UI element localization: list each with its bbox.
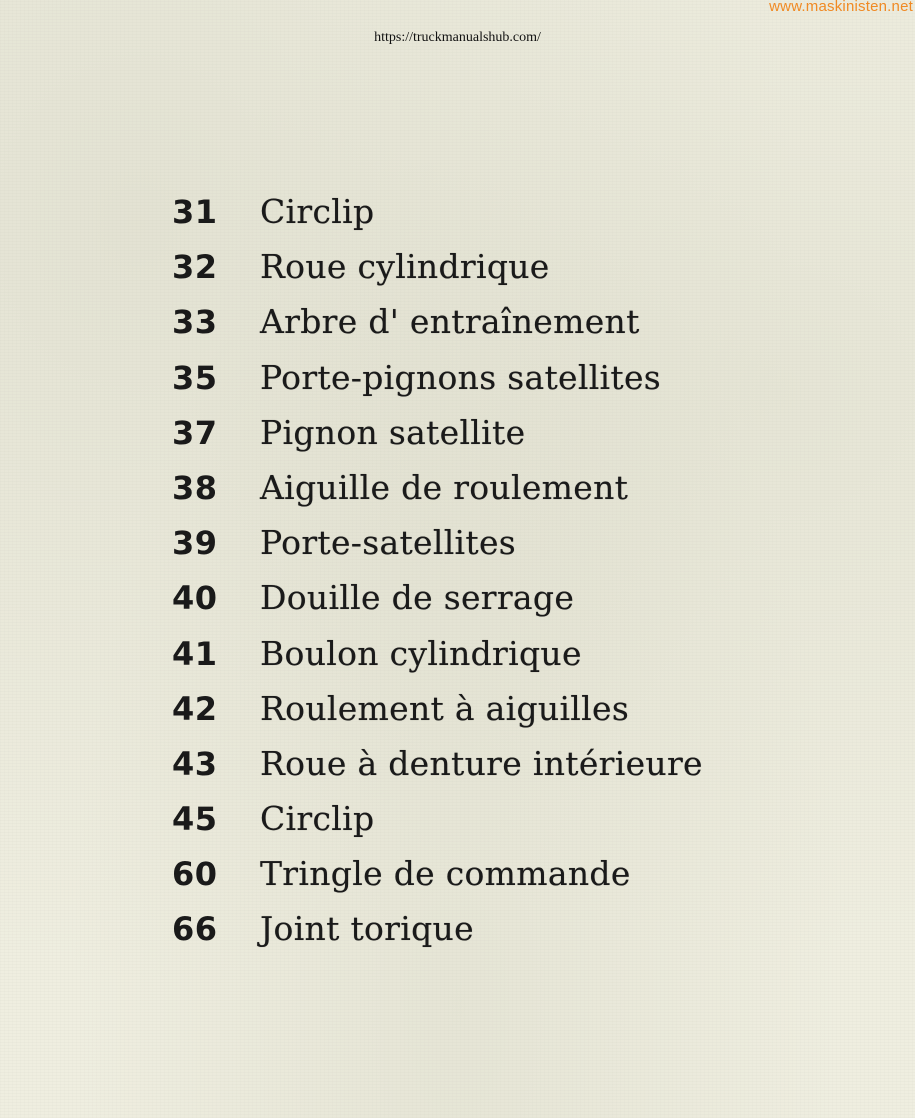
list-item [172, 468, 703, 523]
list-item [172, 358, 703, 413]
part-number: 43 [172, 744, 218, 783]
part-number: 31 [172, 193, 218, 231]
part-name: Boulon cylindrique [260, 633, 582, 673]
part-name: Circlip [260, 192, 375, 231]
watermark-text: www.maskinisten.net [769, 0, 913, 15]
list-item [172, 413, 703, 468]
list-item [172, 523, 703, 578]
part-name: Circlip [260, 799, 375, 839]
part-number: 60 [172, 855, 218, 894]
part-number: 45 [172, 800, 218, 839]
part-number: 37 [172, 413, 218, 452]
part-number: 33 [172, 303, 218, 342]
part-name: Douille de serrage [260, 578, 575, 618]
list-item [172, 634, 703, 689]
list-item [172, 909, 703, 964]
source-url: https://truckmanualshub.com/ [374, 30, 541, 45]
list-item [172, 192, 703, 247]
part-name: Arbre d' entraînement [260, 302, 640, 342]
part-number: 66 [172, 910, 218, 949]
part-name: Roue à denture intérieure [260, 743, 703, 783]
part-number: 38 [172, 468, 218, 507]
part-name: Pignon satellite [260, 412, 526, 452]
parts-list [172, 192, 703, 965]
list-item [172, 247, 703, 302]
part-name: Joint torique [260, 909, 474, 949]
list-item [172, 854, 703, 909]
list-item [172, 799, 703, 854]
part-name: Roulement à aiguilles [260, 688, 630, 728]
part-name: Roue cylindrique [260, 247, 550, 287]
list-item [172, 578, 703, 633]
part-number: 32 [172, 248, 218, 287]
part-name: Tringle de commande [260, 854, 631, 894]
part-name: Aiguille de roulement [260, 467, 629, 507]
part-number: 42 [172, 689, 218, 728]
part-number: 41 [172, 634, 218, 673]
part-name: Porte-pignons satellites [260, 357, 662, 397]
part-number: 39 [172, 524, 218, 563]
part-number: 40 [172, 579, 218, 618]
list-item [172, 689, 703, 744]
list-item [172, 302, 703, 357]
part-number: 35 [172, 358, 218, 397]
list-item [172, 744, 703, 799]
part-name: Porte-satellites [260, 523, 517, 563]
